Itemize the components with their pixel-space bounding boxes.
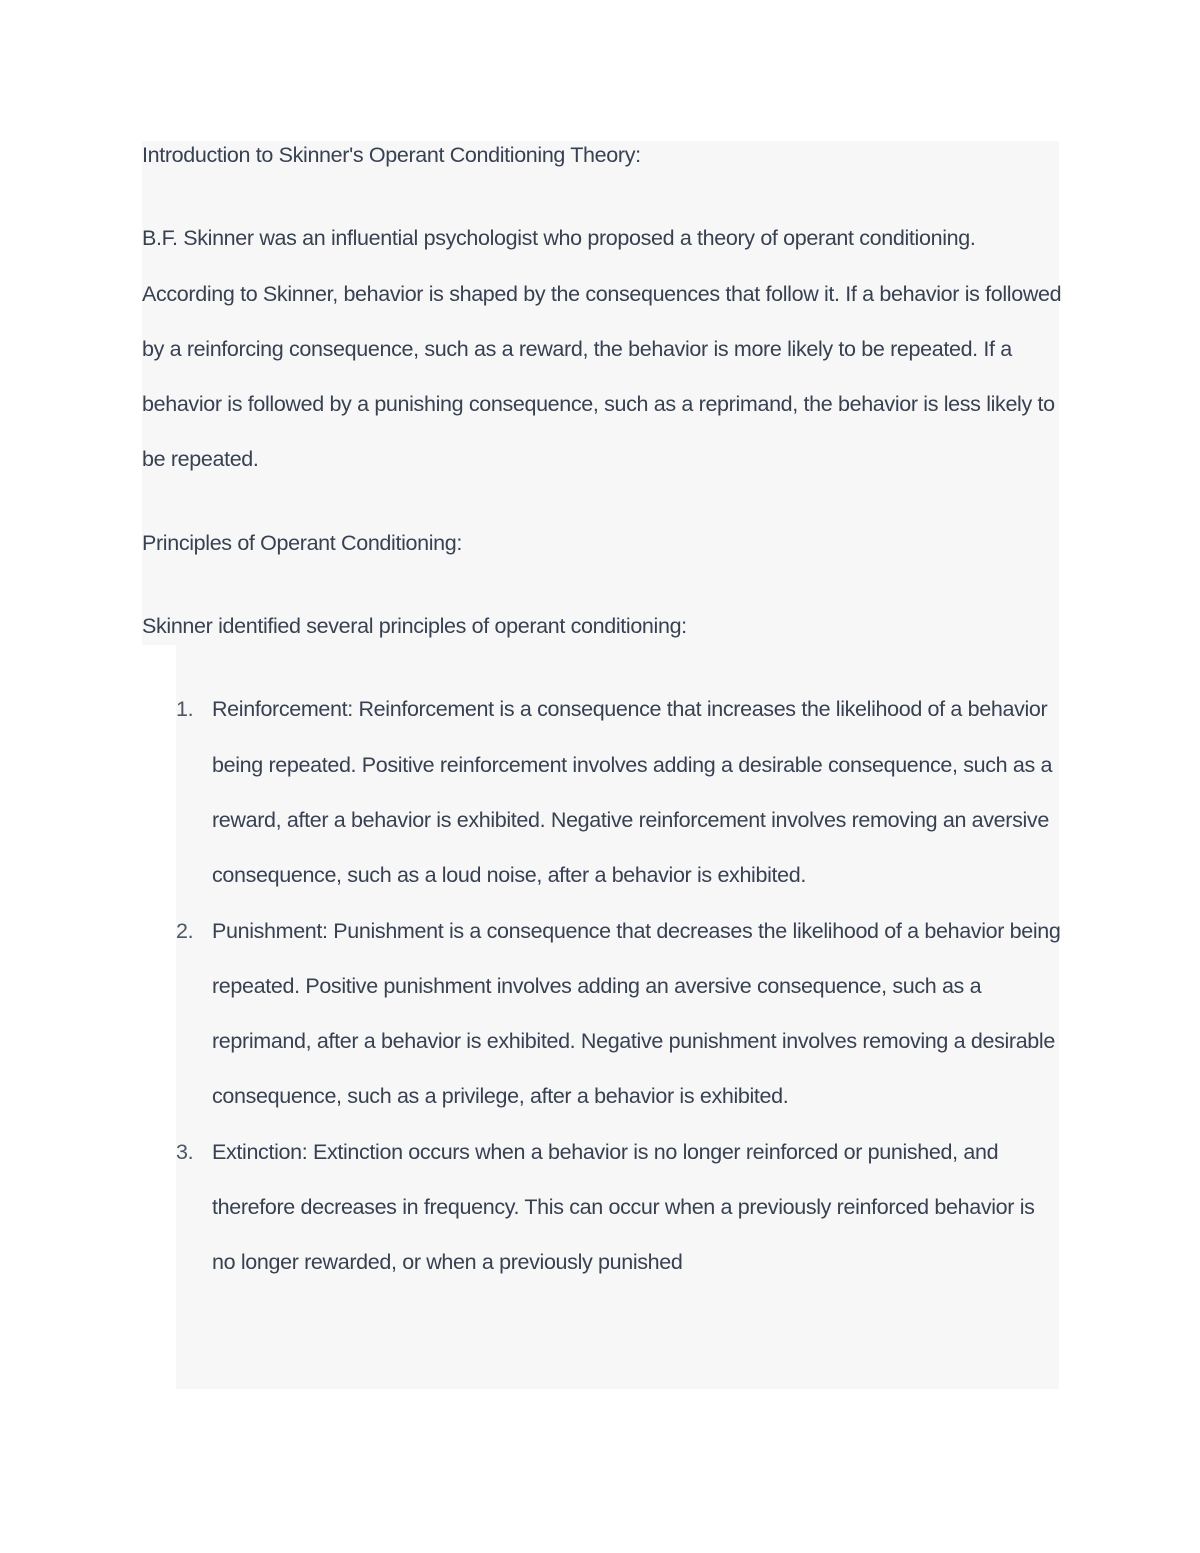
list-number: 3. [176,1139,194,1164]
list-item-text: Punishment: Punishment is a consequence that decreases the likelihood of a behavior being repeated. Positive punishment involves adding an aversive consequence, such as a reprimand, after a behavior is exhibited. Negative punishment involves removing a desirable consequence, such as a privilege, after a behavior is exhibited. [212,918,1061,1109]
principles-heading: Principles of Operant Conditioning: [142,530,462,555]
list-item-extinction [142,1125,1062,1291]
list-number: 2. [176,918,194,943]
list-item-reinforcement [142,682,1062,903]
principles-list [142,682,1062,1290]
intro-paragraph: B.F. Skinner was an influential psychologist who proposed a theory of operant conditioning. According to Skinner, behavior is shaped by the consequences that follow it. If a behavior is followed by a reinforcing consequence, such as a reward, the behavior is more likely to be repeated. If a behavior is followed by a punishing consequence, such as a reprimand, the behavior is less likely to be repeated. [142,226,1062,472]
intro-heading: Introduction to Skinner's Operant Conditioning Theory: [142,143,641,167]
list-item-text: Extinction: Extinction occurs when a behavior is no longer reinforced or punished, and therefore decreases in frequency. This can occur when a previously reinforced behavior is no longer rewarded, or when a previously punished [212,1139,1035,1275]
list-item-text: Reinforcement: Reinforcement is a consequence that increases the likelihood of a behavior being repeated. Positive reinforcement involves adding a desirable consequence, such as a reward, after a behavior is exhibited. Negative reinforcement involves removing an aversive consequence, such as a loud noise, after a behavior is exhibited. [212,697,1053,888]
list-item-punishment [142,904,1062,1125]
principles-lead: Skinner identified several principles of operant conditioning: [142,614,687,639]
list-number: 1. [176,697,194,722]
document-body [142,128,1062,1291]
